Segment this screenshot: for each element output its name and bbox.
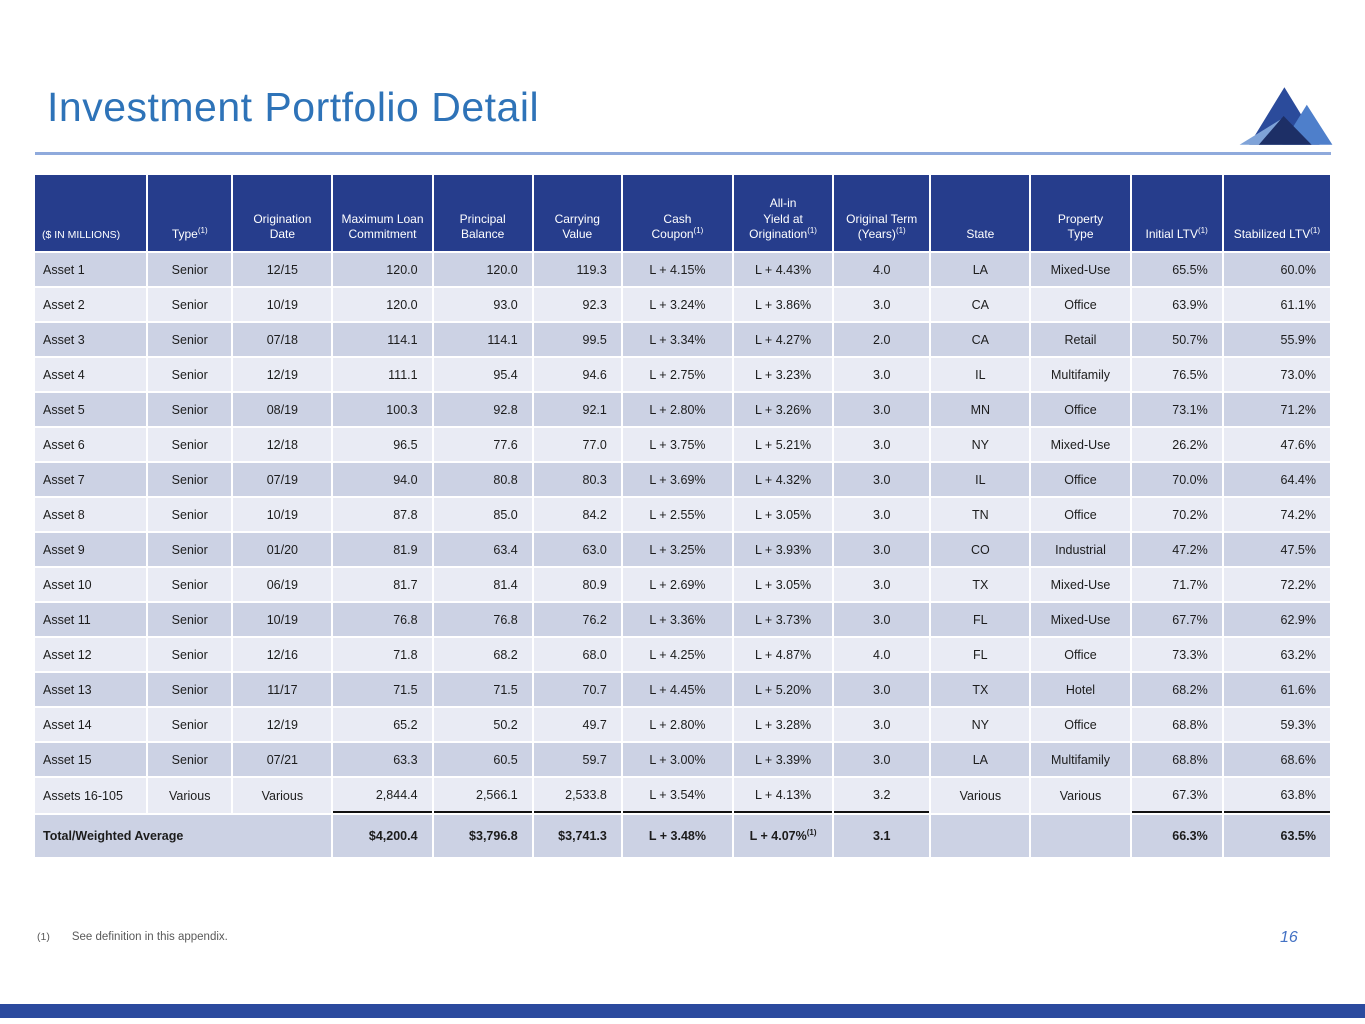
table-cell: 3.0	[834, 603, 929, 636]
table-cell: 63.0	[534, 533, 621, 566]
table-cell: Hotel	[1031, 673, 1129, 706]
table-cell: 99.5	[534, 323, 621, 356]
table-cell: Senior	[148, 463, 231, 496]
table-cell: 2,844.4	[333, 778, 431, 813]
table-cell: Office	[1031, 288, 1129, 321]
table-cell: 08/19	[233, 393, 331, 426]
table-cell: MN	[931, 393, 1029, 426]
table-cell: 68.8%	[1132, 743, 1222, 776]
table-cell: IL	[931, 463, 1029, 496]
table-cell: L + 3.36%	[623, 603, 732, 636]
table-cell: 12/18	[233, 428, 331, 461]
table-row-15	[35, 743, 1330, 776]
table-cell: 12/15	[233, 253, 331, 286]
table-cell: L + 2.80%	[623, 708, 732, 741]
table-cell: Mixed-Use	[1031, 568, 1129, 601]
table-cell: 70.7	[534, 673, 621, 706]
table-cell: Office	[1031, 638, 1129, 671]
table-cell: 74.2%	[1224, 498, 1330, 531]
table-cell: Various	[1031, 778, 1129, 813]
table-row-7	[35, 463, 1330, 496]
table-cell: Senior	[148, 393, 231, 426]
table-cell: 77.0	[534, 428, 621, 461]
footnote-marker: (1)	[37, 931, 50, 943]
footnote	[37, 931, 228, 943]
table-cell: 114.1	[434, 323, 532, 356]
table-cell: 73.0%	[1224, 358, 1330, 391]
table-cell: TN	[931, 498, 1029, 531]
total-row-cell	[931, 815, 1029, 857]
column-header-7: All-in Yield at Origination$^{(1)}$	[734, 175, 832, 251]
table-cell: 71.7%	[1132, 568, 1222, 601]
table-cell: Senior	[148, 253, 231, 286]
table-cell: Assets 16-105	[35, 778, 146, 813]
table-cell: NY	[931, 428, 1029, 461]
table-cell: 10/19	[233, 288, 331, 321]
table-cell: L + 4.45%	[623, 673, 732, 706]
column-header-1: Type$^{(1)}$	[148, 175, 231, 251]
total-row-cell	[1031, 815, 1129, 857]
table-cell: 62.9%	[1224, 603, 1330, 636]
table-cell: L + 3.05%	[734, 498, 832, 531]
table-cell: 120.0	[333, 288, 431, 321]
table-cell: 07/21	[233, 743, 331, 776]
table-cell: Asset 14	[35, 708, 146, 741]
table-cell: NY	[931, 708, 1029, 741]
table-cell: Senior	[148, 428, 231, 461]
table-row-2	[35, 288, 1330, 321]
table-cell: Asset 6	[35, 428, 146, 461]
table-cell: Mixed-Use	[1031, 428, 1129, 461]
table-cell: CA	[931, 288, 1029, 321]
table-cell: 10/19	[233, 498, 331, 531]
table-cell: Various	[233, 778, 331, 813]
table-row-14	[35, 708, 1330, 741]
column-header-9: State	[931, 175, 1029, 251]
table-cell: 92.8	[434, 393, 532, 426]
table-cell: Senior	[148, 638, 231, 671]
table-cell: Asset 13	[35, 673, 146, 706]
table-cell: 67.7%	[1132, 603, 1222, 636]
table-cell: 81.7	[333, 568, 431, 601]
table-cell: 3.0	[834, 743, 929, 776]
table-cell: 63.2%	[1224, 638, 1330, 671]
table-cell: L + 3.34%	[623, 323, 732, 356]
table-cell: Retail	[1031, 323, 1129, 356]
table-cell: Mixed-Use	[1031, 253, 1129, 286]
table-cell: L + 4.15%	[623, 253, 732, 286]
table-cell: Mixed-Use	[1031, 603, 1129, 636]
table-cell: 87.8	[333, 498, 431, 531]
table-cell: L + 4.32%	[734, 463, 832, 496]
column-header-5: Carrying Value	[534, 175, 621, 251]
column-header-12: Stabilized LTV$^{(1)}$	[1224, 175, 1330, 251]
total-row	[35, 815, 1330, 857]
table-cell: 59.3%	[1224, 708, 1330, 741]
table-cell: L + 3.69%	[623, 463, 732, 496]
table-cell: 2.0	[834, 323, 929, 356]
table-cell: 12/19	[233, 708, 331, 741]
table-cell: 3.0	[834, 288, 929, 321]
table-cell: Asset 1	[35, 253, 146, 286]
table-cell: 92.3	[534, 288, 621, 321]
table-cell: L + 3.86%	[734, 288, 832, 321]
table-cell: 94.6	[534, 358, 621, 391]
table-cell: Multifamily	[1031, 358, 1129, 391]
table-cell: L + 4.87%	[734, 638, 832, 671]
table-cell: 120.0	[434, 253, 532, 286]
page-number: 16	[1280, 929, 1298, 946]
table-cell: 49.7	[534, 708, 621, 741]
table-cell: 11/17	[233, 673, 331, 706]
table-cell: 3.0	[834, 568, 929, 601]
table-cell: L + 3.25%	[623, 533, 732, 566]
table-row-1	[35, 253, 1330, 286]
table-cell: 3.2	[834, 778, 929, 813]
table-cell: Multifamily	[1031, 743, 1129, 776]
table-cell: 65.2	[333, 708, 431, 741]
table-cell: 85.0	[434, 498, 532, 531]
table-cell: 65.5%	[1132, 253, 1222, 286]
column-header-8: Original Term (Years)$^{(1)}$	[834, 175, 929, 251]
table-cell: 59.7	[534, 743, 621, 776]
table-cell: L + 2.69%	[623, 568, 732, 601]
table-cell: 68.2	[434, 638, 532, 671]
table-cell: Senior	[148, 533, 231, 566]
table-cell: Senior	[148, 743, 231, 776]
table-cell: 120.0	[333, 253, 431, 286]
table-cell: 80.8	[434, 463, 532, 496]
table-cell: 12/19	[233, 358, 331, 391]
table-cell: Asset 11	[35, 603, 146, 636]
table-cell: 06/19	[233, 568, 331, 601]
table-cell: TX	[931, 673, 1029, 706]
table-cell: 47.5%	[1224, 533, 1330, 566]
table-cell: 114.1	[333, 323, 431, 356]
table-cell: 4.0	[834, 638, 929, 671]
table-cell: Asset 7	[35, 463, 146, 496]
bottom-accent-bar	[0, 1004, 1365, 1018]
table-cell: 3.0	[834, 708, 929, 741]
table-cell: 26.2%	[1132, 428, 1222, 461]
table-cell: L + 4.27%	[734, 323, 832, 356]
table-row-16	[35, 778, 1330, 813]
table-row-11	[35, 603, 1330, 636]
column-header-3: Maximum Loan Commitment	[333, 175, 431, 251]
table-cell: L + 2.80%	[623, 393, 732, 426]
table-cell: 80.9	[534, 568, 621, 601]
table-cell: 2,533.8	[534, 778, 621, 813]
column-header-4: Principal Balance	[434, 175, 532, 251]
footnote-text: See definition in this appendix.	[71, 931, 228, 943]
table-cell: Senior	[148, 498, 231, 531]
table-row-13	[35, 673, 1330, 706]
table-cell: L + 5.21%	[734, 428, 832, 461]
table-cell: L + 5.20%	[734, 673, 832, 706]
table-cell: Asset 4	[35, 358, 146, 391]
total-row-label: Total/Weighted Average	[35, 815, 331, 857]
table-cell: Senior	[148, 708, 231, 741]
table-cell: 3.0	[834, 498, 929, 531]
table-cell: 68.6%	[1224, 743, 1330, 776]
table-cell: FL	[931, 603, 1029, 636]
table-cell: Various	[931, 778, 1029, 813]
table-cell: 3.0	[834, 463, 929, 496]
table-cell: 119.3	[534, 253, 621, 286]
table-cell: 47.6%	[1224, 428, 1330, 461]
table-cell: L + 4.43%	[734, 253, 832, 286]
table-cell: 63.8%	[1224, 778, 1330, 813]
table-cell: Asset 8	[35, 498, 146, 531]
table-cell: 3.0	[834, 673, 929, 706]
table-cell: 71.5	[434, 673, 532, 706]
table-cell: Asset 10	[35, 568, 146, 601]
table-cell: TX	[931, 568, 1029, 601]
table-cell: 73.1%	[1132, 393, 1222, 426]
table-cell: L + 3.75%	[623, 428, 732, 461]
table-cell: Asset 3	[35, 323, 146, 356]
table-cell: Office	[1031, 708, 1129, 741]
table-cell: 50.7%	[1132, 323, 1222, 356]
table-cell: 96.5	[333, 428, 431, 461]
column-header-11: Initial LTV$^{(1)}$	[1132, 175, 1222, 251]
table-cell: Senior	[148, 603, 231, 636]
table-cell: 111.1	[333, 358, 431, 391]
table-cell: Senior	[148, 673, 231, 706]
table-cell: 61.1%	[1224, 288, 1330, 321]
table-cell: 92.1	[534, 393, 621, 426]
table-cell: 63.9%	[1132, 288, 1222, 321]
table-cell: 71.2%	[1224, 393, 1330, 426]
table-cell: 07/19	[233, 463, 331, 496]
table-cell: L + 3.93%	[734, 533, 832, 566]
table-cell: 68.8%	[1132, 708, 1222, 741]
table-cell: 80.3	[534, 463, 621, 496]
column-header-0: ($ IN MILLIONS)	[35, 175, 146, 251]
table-cell: IL	[931, 358, 1029, 391]
table-cell: 01/20	[233, 533, 331, 566]
table-cell: 47.2%	[1132, 533, 1222, 566]
table-cell: L + 3.05%	[734, 568, 832, 601]
table-cell: 76.8	[333, 603, 431, 636]
table-cell: CO	[931, 533, 1029, 566]
table-cell: L + 3.26%	[734, 393, 832, 426]
table-cell: 67.3%	[1132, 778, 1222, 813]
table-row-12	[35, 638, 1330, 671]
table-cell: L + 3.73%	[734, 603, 832, 636]
table-row-4	[35, 358, 1330, 391]
investment-portfolio-table	[33, 173, 1332, 859]
table-cell: 73.3%	[1132, 638, 1222, 671]
table-cell: 77.6	[434, 428, 532, 461]
table-cell: 71.8	[333, 638, 431, 671]
table-cell: 3.0	[834, 428, 929, 461]
total-row-cell: 66.3%	[1132, 815, 1222, 857]
table-cell: 64.4%	[1224, 463, 1330, 496]
table-cell: L + 3.39%	[734, 743, 832, 776]
table-cell: 63.3	[333, 743, 431, 776]
table-cell: Senior	[148, 323, 231, 356]
total-row-cell: $3,796.8	[434, 815, 532, 857]
table-cell: Asset 5	[35, 393, 146, 426]
table-cell: 94.0	[333, 463, 431, 496]
table-cell: 71.5	[333, 673, 431, 706]
total-row-cell: 3.1	[834, 815, 929, 857]
total-row-cell: $3,741.3	[534, 815, 621, 857]
table-cell: L + 3.23%	[734, 358, 832, 391]
table-row-6	[35, 428, 1330, 461]
table-cell: L + 2.75%	[623, 358, 732, 391]
table-cell: L + 3.24%	[623, 288, 732, 321]
table-cell: CA	[931, 323, 1029, 356]
table-row-5	[35, 393, 1330, 426]
table-cell: 70.2%	[1132, 498, 1222, 531]
table-cell: 3.0	[834, 533, 929, 566]
total-row-cell: 63.5%	[1224, 815, 1330, 857]
table-cell: 10/19	[233, 603, 331, 636]
table-cell: 72.2%	[1224, 568, 1330, 601]
table-cell: Office	[1031, 498, 1129, 531]
table-cell: Industrial	[1031, 533, 1129, 566]
table-cell: L + 4.25%	[623, 638, 732, 671]
table-cell: 68.0	[534, 638, 621, 671]
table-cell: L + 3.00%	[623, 743, 732, 776]
column-header-6: Cash Coupon$^{(1)}$	[623, 175, 732, 251]
table-cell: 76.5%	[1132, 358, 1222, 391]
table-cell: 12/16	[233, 638, 331, 671]
table-cell: 4.0	[834, 253, 929, 286]
table-cell: Asset 9	[35, 533, 146, 566]
table-cell: L + 3.54%	[623, 778, 732, 813]
title-divider	[35, 152, 1331, 155]
table-cell: 07/18	[233, 323, 331, 356]
total-row-cell: L + 4.07%$^{(1)}$	[734, 815, 832, 857]
table-cell: 2,566.1	[434, 778, 532, 813]
table-cell: 60.0%	[1224, 253, 1330, 286]
table-cell: LA	[931, 253, 1029, 286]
table-body	[35, 253, 1330, 857]
table-cell: 76.2	[534, 603, 621, 636]
table-cell: Senior	[148, 358, 231, 391]
table-cell: 76.8	[434, 603, 532, 636]
table-cell: 3.0	[834, 393, 929, 426]
table-cell: 81.9	[333, 533, 431, 566]
table-cell: 3.0	[834, 358, 929, 391]
table-cell: Various	[148, 778, 231, 813]
table-cell: L + 4.13%	[734, 778, 832, 813]
table-cell: 50.2	[434, 708, 532, 741]
table-cell: 63.4	[434, 533, 532, 566]
table-cell: 61.6%	[1224, 673, 1330, 706]
table-cell: 95.4	[434, 358, 532, 391]
table-cell: 84.2	[534, 498, 621, 531]
table-cell: 68.2%	[1132, 673, 1222, 706]
total-row-cell: L + 3.48%	[623, 815, 732, 857]
table-cell: FL	[931, 638, 1029, 671]
total-row-cell: $4,200.4	[333, 815, 431, 857]
table-cell: Senior	[148, 568, 231, 601]
table-cell: 100.3	[333, 393, 431, 426]
table-cell: Office	[1031, 463, 1129, 496]
table-header	[35, 175, 1330, 251]
table-cell: Office	[1031, 393, 1129, 426]
table-cell: 70.0%	[1132, 463, 1222, 496]
table-cell: 55.9%	[1224, 323, 1330, 356]
table-cell: 81.4	[434, 568, 532, 601]
table-row-9	[35, 533, 1330, 566]
table-cell: Asset 2	[35, 288, 146, 321]
table-cell: L + 3.28%	[734, 708, 832, 741]
table-row-10	[35, 568, 1330, 601]
table-cell: LA	[931, 743, 1029, 776]
table-cell: L + 2.55%	[623, 498, 732, 531]
table-cell: Senior	[148, 288, 231, 321]
page-title: Investment Portfolio Detail	[47, 84, 540, 130]
table-cell: Asset 15	[35, 743, 146, 776]
company-logo-mountain-icon	[1238, 82, 1334, 150]
column-header-10: Property Type	[1031, 175, 1129, 251]
table-cell: 60.5	[434, 743, 532, 776]
table-cell: 93.0	[434, 288, 532, 321]
table-header-row	[35, 175, 1330, 251]
table-row-3	[35, 323, 1330, 356]
table-row-8	[35, 498, 1330, 531]
table-cell: Asset 12	[35, 638, 146, 671]
column-header-2: Origination Date	[233, 175, 331, 251]
